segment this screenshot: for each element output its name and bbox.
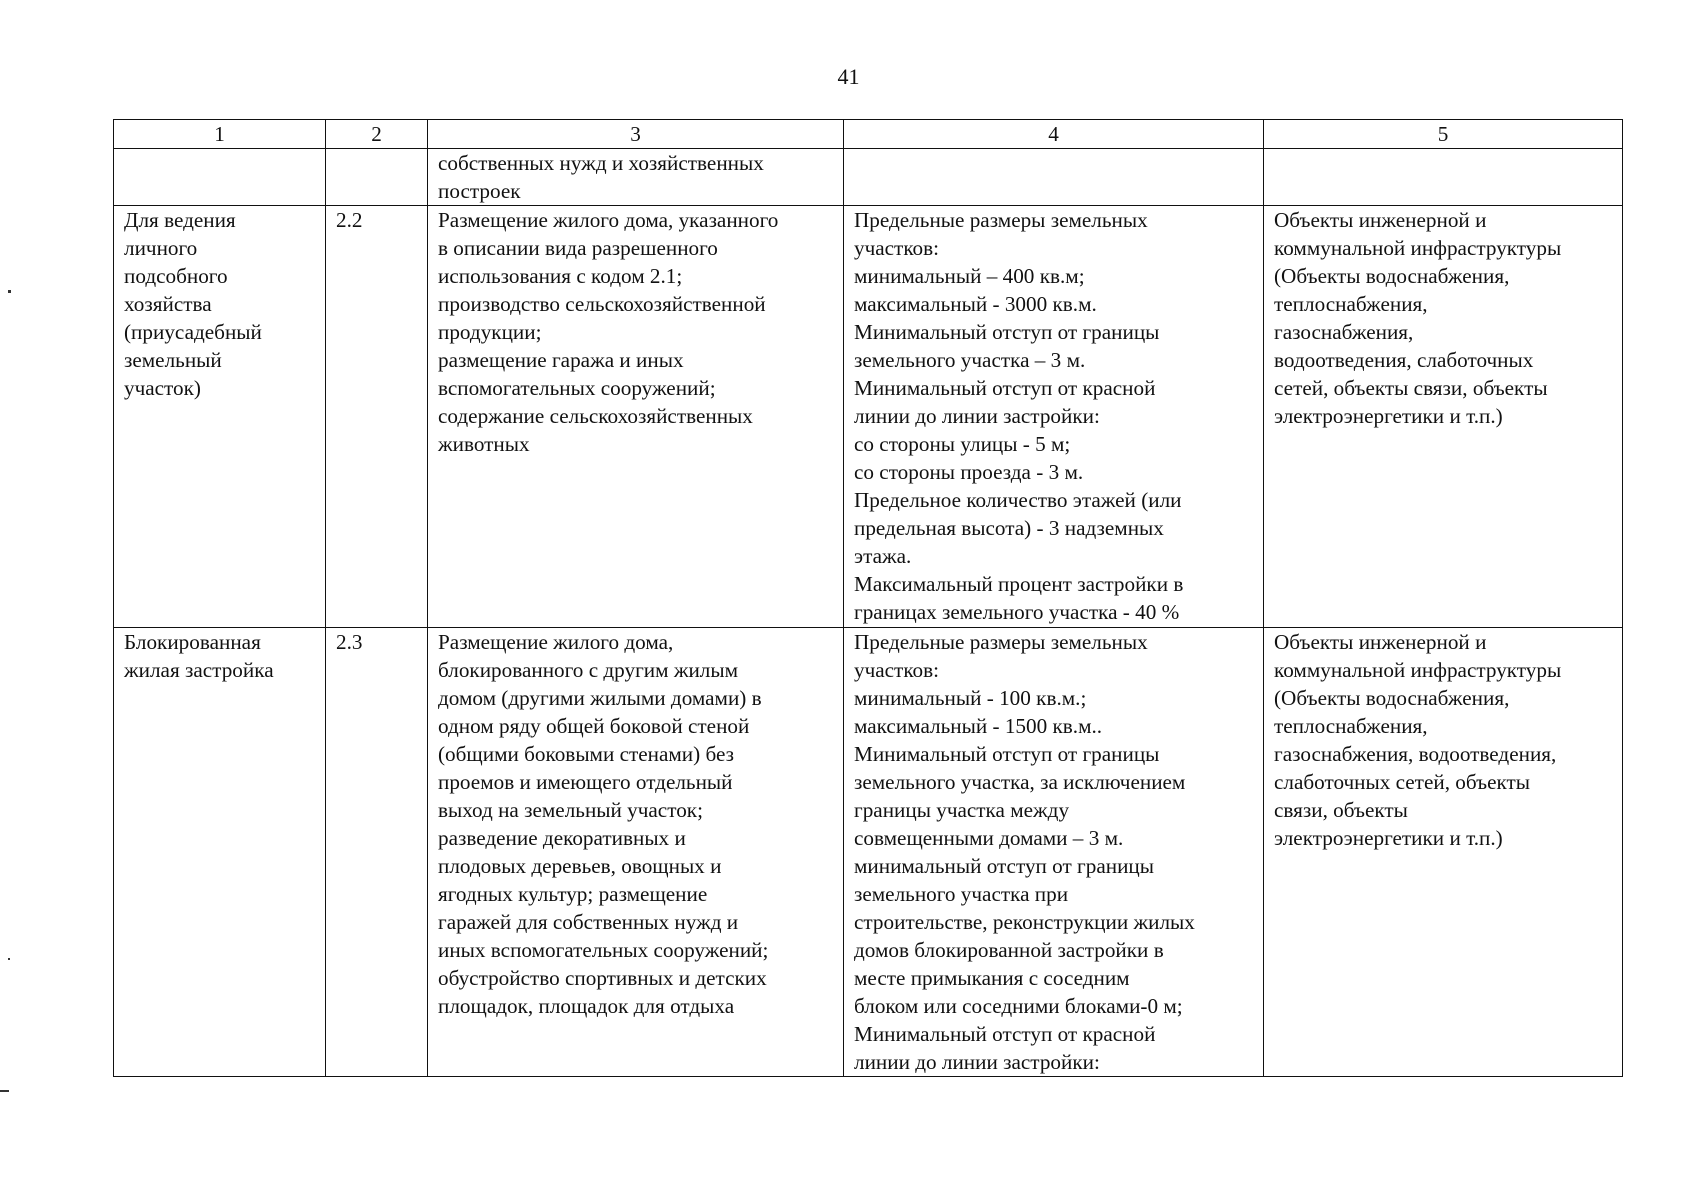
table-header-row <box>114 120 1623 149</box>
cell-allowed-objects: Объекты инженерной и коммунальной инфраструктуры (Объекты водоснабжения, теплоснабжения, газоснабжения, водоотведения, слаботочных сетей, объекты связи, объекты электроэнергетики и т.п.) <box>1264 206 1623 628</box>
cell-use-name: Для ведения личного подсобного хозяйства (приусадебный земельный участок) <box>114 206 326 628</box>
column-header-3: 3 <box>428 120 844 149</box>
cell-allowed-objects <box>1264 149 1623 206</box>
cell-use-description: Размещение жилого дома, блокированного с другим жилым домом (другими жилыми домами) в одном ряду общей боковой стеной (общими боковыми стенами) без проемов и имеющего отдельный выход на земельный участок; разведение декоративных и плодовых деревьев, овощных и ягодных культур; размещение гаражей для собственных нужд и иных вспомогательных сооружений; обустройство спортивных и детских площадок, площадок для отдыха <box>428 628 844 1077</box>
cell-parameters <box>844 149 1264 206</box>
cell-use-code: 2.2 <box>326 206 428 628</box>
column-header-2: 2 <box>326 120 428 149</box>
cell-allowed-objects: Объекты инженерной и коммунальной инфраструктуры (Объекты водоснабжения, теплоснабжения, газоснабжения, водоотведения, слаботочных сетей, объекты связи, объекты электроэнергетики и т.п.) <box>1264 628 1623 1077</box>
table-row <box>114 206 1623 628</box>
cell-use-description: Размещение жилого дома, указанного в описании вида разрешенного использования с кодом 2.1; производство сельскохозяйственной продукции; размещение гаража и иных вспомогательных сооружений; содержание сельскохозяйственных животных <box>428 206 844 628</box>
cell-use-name: Блокированная жилая застройка <box>114 628 326 1077</box>
cell-use-name <box>114 149 326 206</box>
cell-use-code <box>326 149 428 206</box>
margin-mark-upper <box>8 290 11 293</box>
table-row <box>114 149 1623 206</box>
cell-parameters: Предельные размеры земельных участков: минимальный - 100 кв.м.; максимальный - 1500 кв.м.. Минимальный отступ от границы земельного участка, за исключением границы участка между совмещенными домами – 3 м. минимальный отступ от границы земельного участка при строительстве, реконструкции жилых домов блокированной застройки в месте примыкания с соседним блоком или соседними блоками-0 м; Минимальный отступ от красной линии до линии застройки: <box>844 628 1264 1077</box>
table-row <box>114 628 1623 1077</box>
zoning-table <box>113 119 1623 1077</box>
column-header-5: 5 <box>1264 120 1623 149</box>
column-header-4: 4 <box>844 120 1264 149</box>
margin-mark-lower <box>0 1090 9 1092</box>
margin-mark-middle <box>8 958 10 960</box>
cell-parameters: Предельные размеры земельных участков: минимальный – 400 кв.м; максимальный - 3000 кв.м. Минимальный отступ от границы земельного участка – 3 м. Минимальный отступ от красной линии до линии застройки: со стороны улицы - 5 м; со стороны проезда - 3 м. Предельное количество этажей (или предельная высота) - 3 надземных этажа. Максимальный процент застройки в границах земельного участка - 40 % <box>844 206 1264 628</box>
column-header-1: 1 <box>114 120 326 149</box>
cell-use-code: 2.3 <box>326 628 428 1077</box>
cell-use-description: собственных нужд и хозяйственных построек <box>428 149 844 206</box>
page-number: 41 <box>837 64 860 89</box>
